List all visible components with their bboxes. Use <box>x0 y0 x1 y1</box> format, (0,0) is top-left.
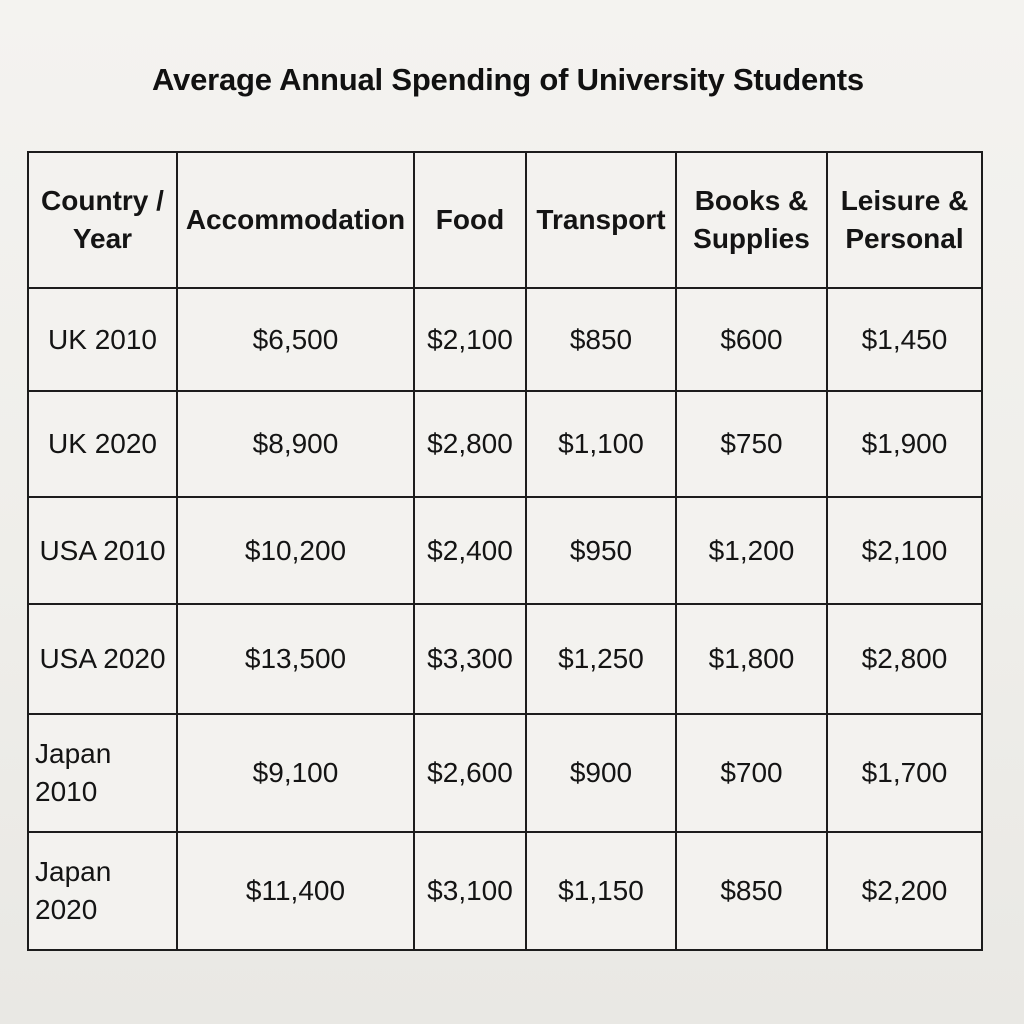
row-label: Japan 2010 <box>28 714 177 832</box>
row-label: UK 2010 <box>28 288 177 391</box>
table-cell: $2,200 <box>827 832 982 950</box>
table-row <box>28 604 982 714</box>
row-label: USA 2010 <box>28 497 177 604</box>
table-cell: $1,200 <box>676 497 827 604</box>
column-header-books-supplies: Books & Supplies <box>676 152 827 288</box>
table-cell: $2,400 <box>414 497 526 604</box>
table-cell: $2,800 <box>414 391 526 497</box>
table-row <box>28 391 982 497</box>
table-cell: $1,800 <box>676 604 827 714</box>
row-label: USA 2020 <box>28 604 177 714</box>
table-cell: $3,100 <box>414 832 526 950</box>
table-cell: $750 <box>676 391 827 497</box>
table-row <box>28 288 982 391</box>
table-cell: $9,100 <box>177 714 414 832</box>
table-cell: $1,900 <box>827 391 982 497</box>
header-row <box>28 152 982 288</box>
table-row <box>28 832 982 950</box>
row-label: Japan 2020 <box>28 832 177 950</box>
table-cell: $1,100 <box>526 391 676 497</box>
column-header-country-year: Country / Year <box>28 152 177 288</box>
column-header-leisure-personal: Leisure & Personal <box>827 152 982 288</box>
table-cell: $6,500 <box>177 288 414 391</box>
spending-table <box>27 151 983 951</box>
row-label: UK 2020 <box>28 391 177 497</box>
table-body <box>28 288 982 950</box>
table-cell: $700 <box>676 714 827 832</box>
table-row <box>28 714 982 832</box>
table-cell: $2,100 <box>827 497 982 604</box>
table-cell: $1,700 <box>827 714 982 832</box>
table-cell: $850 <box>676 832 827 950</box>
table-cell: $900 <box>526 714 676 832</box>
table-row <box>28 497 982 604</box>
table-cell: $2,600 <box>414 714 526 832</box>
page-title: Average Annual Spending of University Students <box>152 62 864 97</box>
table-cell: $1,250 <box>526 604 676 714</box>
table-cell: $1,450 <box>827 288 982 391</box>
column-header-transport: Transport <box>526 152 676 288</box>
table-cell: $2,800 <box>827 604 982 714</box>
table-cell: $600 <box>676 288 827 391</box>
table-cell: $13,500 <box>177 604 414 714</box>
column-header-food: Food <box>414 152 526 288</box>
table-cell: $950 <box>526 497 676 604</box>
table-cell: $2,100 <box>414 288 526 391</box>
table-cell: $11,400 <box>177 832 414 950</box>
table-cell: $1,150 <box>526 832 676 950</box>
table-cell: $3,300 <box>414 604 526 714</box>
table-cell: $10,200 <box>177 497 414 604</box>
table-cell: $850 <box>526 288 676 391</box>
column-header-accommodation: Accommodation <box>177 152 414 288</box>
table-cell: $8,900 <box>177 391 414 497</box>
